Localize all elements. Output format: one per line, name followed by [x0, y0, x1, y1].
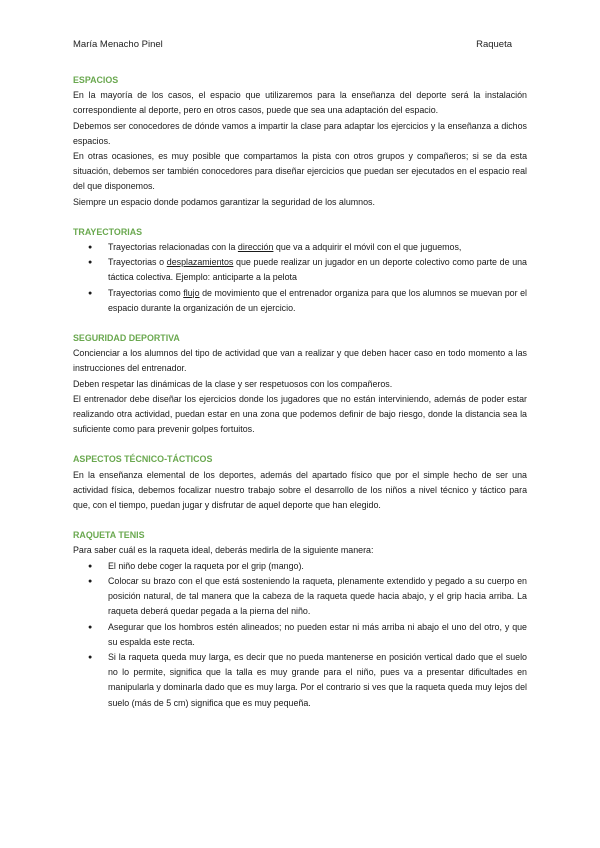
item-text: Trayectorias como — [108, 287, 184, 298]
paragraph: Siempre un espacio donde podamos garantizar la seguridad de los alumnos. — [73, 196, 375, 207]
item-text: que va a adquirir el móvil con el que juguemos, — [273, 242, 462, 253]
paragraph: Para saber cuál es la raqueta ideal, deberás medirla de la siguiente manera: — [73, 545, 374, 556]
section-heading: SEGURIDAD DEPORTIVA — [73, 333, 180, 344]
section-heading: ASPECTOS TÉCNICO-TÁCTICOS — [73, 454, 213, 465]
document-body — [73, 73, 527, 726]
paragraph: Concienciar a los alumnos del tipo de actividad que van a realizar y que deben hacer caso en todo momento a las instrucciones del entrenador. — [73, 348, 527, 374]
section-seguridad — [73, 331, 527, 437]
section-heading: ESPACIOS — [73, 75, 119, 85]
topic-label: Raqueta — [476, 39, 512, 50]
underlined-term: flujo — [183, 287, 200, 298]
bullet-list — [73, 559, 527, 711]
list-item: ● El niño debe coger la raqueta por el grip (mango). — [73, 559, 527, 574]
item-text: Trayectorias o — [108, 257, 167, 268]
paragraph: Deben respetar las dinámicas de la clase y ser respetuosos con los compañeros. — [73, 378, 393, 389]
item-text: que puede realizar un jugador en un deporte colectivo como parte de una táctica colectiva. Ejemplo: anticiparte a la pelota — [108, 257, 527, 283]
list-item: ● Asegurar que los hombros estén alineados; no pueden estar ni más arriba ni abajo el uno del otro, y que su espalda este recta. — [73, 620, 527, 650]
section-espacios — [73, 73, 527, 210]
list-item — [73, 286, 527, 316]
section-heading: RAQUETA TENIS — [73, 530, 145, 541]
paragraph: En otras ocasiones, es muy posible que compartamos la pista con otros grupos y compañeros; si se da esta situación, debemos ser también conocedores para diseñar ejercicios que puedan ser ejecutados en el espacio real del que disponemos. — [73, 151, 527, 192]
item-text: Trayectorias relacionadas con la — [108, 242, 238, 253]
paragraph: El entrenador debe diseñar los ejercicios donde los jugadores que no están interviniendo, además de poder estar realizando otra actividad, puedan estar en una zona que podemos definir de bajo riesgo, donde la distancia sea la suficiente como para prevenir golpes fortuitos. — [73, 393, 527, 435]
author-name: María Menacho Pinel — [73, 39, 163, 50]
list-item — [73, 240, 527, 255]
underlined-term: desplazamientos — [166, 257, 234, 268]
section-aspectos — [73, 452, 527, 513]
page-header — [73, 39, 512, 50]
paragraph: En la enseñanza elemental de los deportes, además del apartado físico que por el simple hecho de ser una actividad física, debemos focalizar nuestro trabajo sobre el desarrollo de los niños a nivel técnico y táctico para que, con el tiempo, puedan jugar y disfrutar de aquel deporte que han elegido. — [73, 469, 527, 511]
underlined-term: dirección — [237, 242, 274, 253]
list-item — [73, 255, 527, 285]
list-item: ● Si la raqueta queda muy larga, es decir que no pueda mantenerse en posición vertical dado que el suelo no lo permite, significa que la talla es muy grande para el niño, pues va a presentar dificultades en manipularla y dominarla dado que es muy larga. Por el contrario si ves que la raqueta queda muy lejos del suelo (más de 5 cm) significa que es muy pequeña. — [73, 650, 527, 711]
section-raqueta — [73, 528, 527, 710]
bullet-list — [73, 240, 527, 316]
section-heading: TRAYECTORIAS — [73, 226, 143, 237]
item-text: de movimiento que el entrenador organiza para que los alumnos se muevan por el espacio durante la organización de un ejercicio. — [108, 287, 527, 313]
section-trayectorias — [73, 225, 527, 316]
paragraph: Debemos ser conocedores de dónde vamos a impartir la clase para adaptar los ejercicios y la enseñanza a dichos espacios. — [73, 120, 527, 146]
paragraph: En la mayoría de los casos, el espacio que utilizaremos para la enseñanza del deporte será la instalación correspondiente al deporte, pero en otros casos, puede que sea una adaptación del espacio. — [73, 90, 527, 116]
list-item: ● Colocar su brazo con el que está sosteniendo la raqueta, plenamente extendido y pegado a su cuerpo en posición natural, de tal manera que la cabeza de la raqueta quede hacia abajo, y el grip hacia arriba. La raqueta deberá quedar pegada a la pierna del niño. — [73, 574, 527, 620]
